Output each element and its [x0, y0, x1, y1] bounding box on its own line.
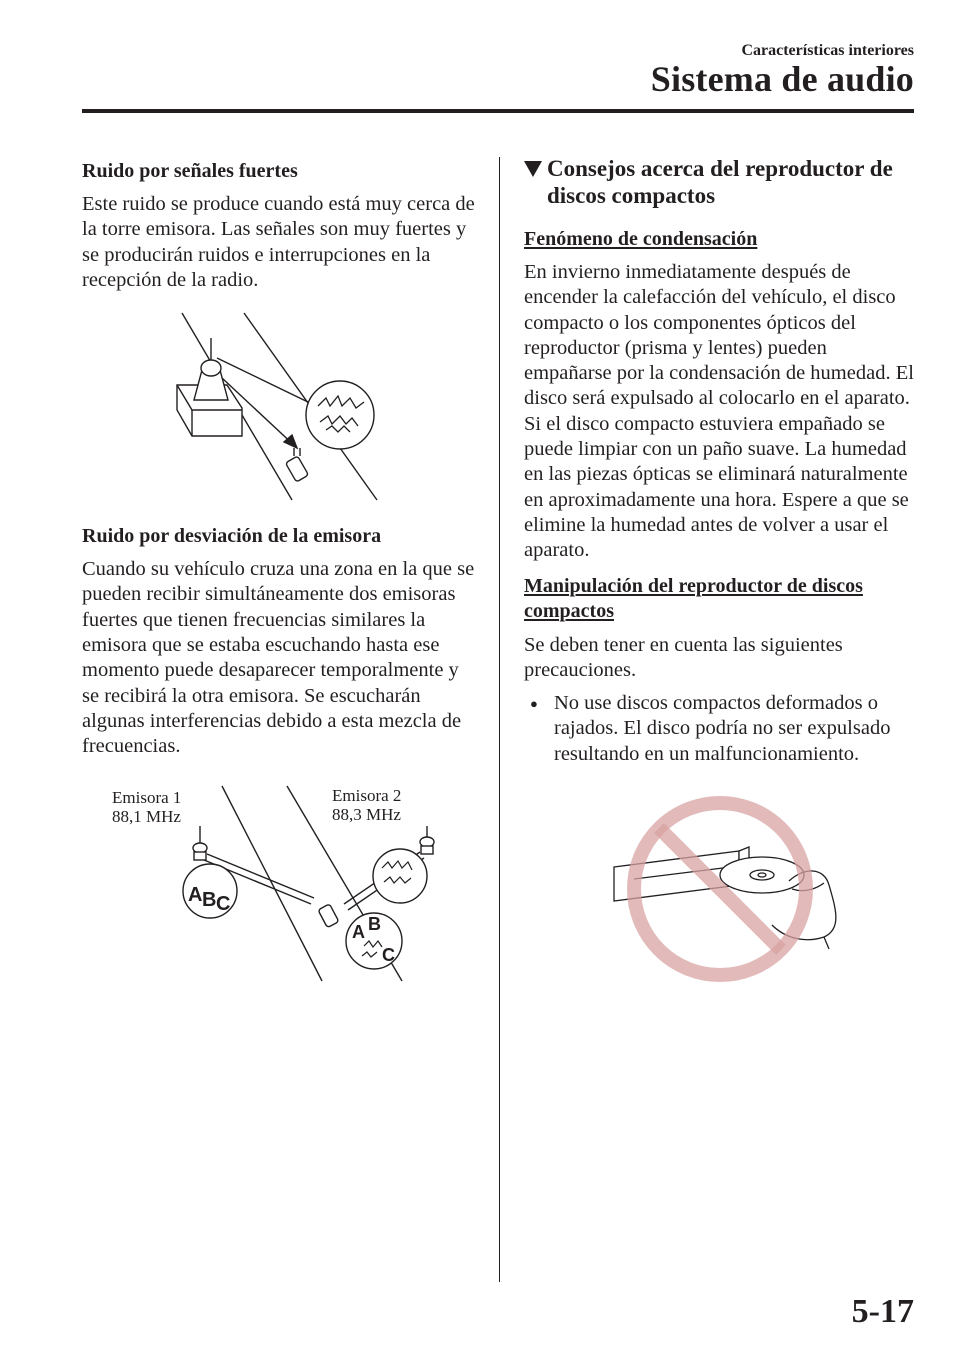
mix-a-glyph: A — [352, 921, 365, 942]
station1-name: Emisora 1 — [112, 787, 182, 807]
section-triangle-icon — [524, 161, 542, 177]
header-rule — [82, 109, 914, 113]
section-name: Características interiores — [741, 42, 914, 59]
handling-intro: Se deben tener en cuenta las siguientes precauciones. — [524, 633, 843, 681]
station-drift-body: Cuando su vehículo cruza una zona en la que se pueden recibir simultáneamente dos emisoras fuertes que tienen frecuencias similares la emisora que se estaba escuchando hasta ese momento puede desaparecer temporalmente y se recibirá la otra emisora. Se escucharán algunas interferencias debido a esta mezcla de frecuencias. — [82, 558, 475, 758]
bullet-dot-icon: ● — [530, 696, 538, 712]
mix-c-glyph: C — [382, 944, 395, 965]
abc-b-glyph: B — [202, 888, 217, 911]
abc-a-glyph: A — [188, 883, 203, 906]
strong-signal-figure — [82, 310, 477, 510]
abc-c-glyph: C — [216, 892, 231, 915]
strong-signal-body: Este ruido se produce cuando está muy cerca de la torre emisora. Las señales son muy fuertes y se producirán ruidos e interrupciones en la recepción de la radio. — [82, 193, 475, 291]
right-column — [524, 155, 919, 989]
station2-name: Emisora 2 — [332, 785, 402, 805]
left-column — [82, 155, 477, 986]
station2-freq: 88,3 MHz — [332, 804, 401, 824]
mix-b-glyph: B — [368, 913, 381, 934]
cd-tips-heading — [524, 155, 919, 209]
station-drift-figure — [82, 776, 477, 986]
cd-prohibition-figure — [524, 789, 919, 989]
station1-freq: 88,1 MHz — [112, 806, 181, 826]
cd-tips-heading-text: Consejos acerca del reproductor de discos compactos — [547, 156, 893, 208]
condensation-body: En invierno inmediatamente después de encender la calefacción del vehículo, el disco compacto o los componentes ópticos del reproductor (prisma y lentes) pueden empañarse por la condensación de humedad. El disco será expulsado al colocarlo en el aparato. Si el disco compacto estuviera empañado se puede limpiar con un paño suave. La humedad en las piezas ópticas se eliminará naturalmente en aproximadamente una hora. Espere a que se elimine la humedad antes de volver a usar el aparato. — [524, 261, 914, 562]
handling-bullet-text: No use discos compactos deformados o rajados. El disco podría no ser expulsado resultando en un malfuncionamiento. — [554, 692, 891, 765]
handling-bullet — [524, 691, 919, 767]
station-drift-heading: Ruido por desviación de la emisora — [82, 525, 382, 548]
page-number: 5-17 — [851, 1293, 914, 1330]
strong-signal-heading: Ruido por señales fuertes — [82, 160, 298, 182]
column-divider — [499, 157, 500, 1282]
condensation-heading: Fenómeno de condensación — [524, 228, 758, 250]
page-title: Sistema de audio — [650, 59, 914, 99]
handling-heading: Manipulación del reproductor de discos compactos — [524, 574, 863, 622]
